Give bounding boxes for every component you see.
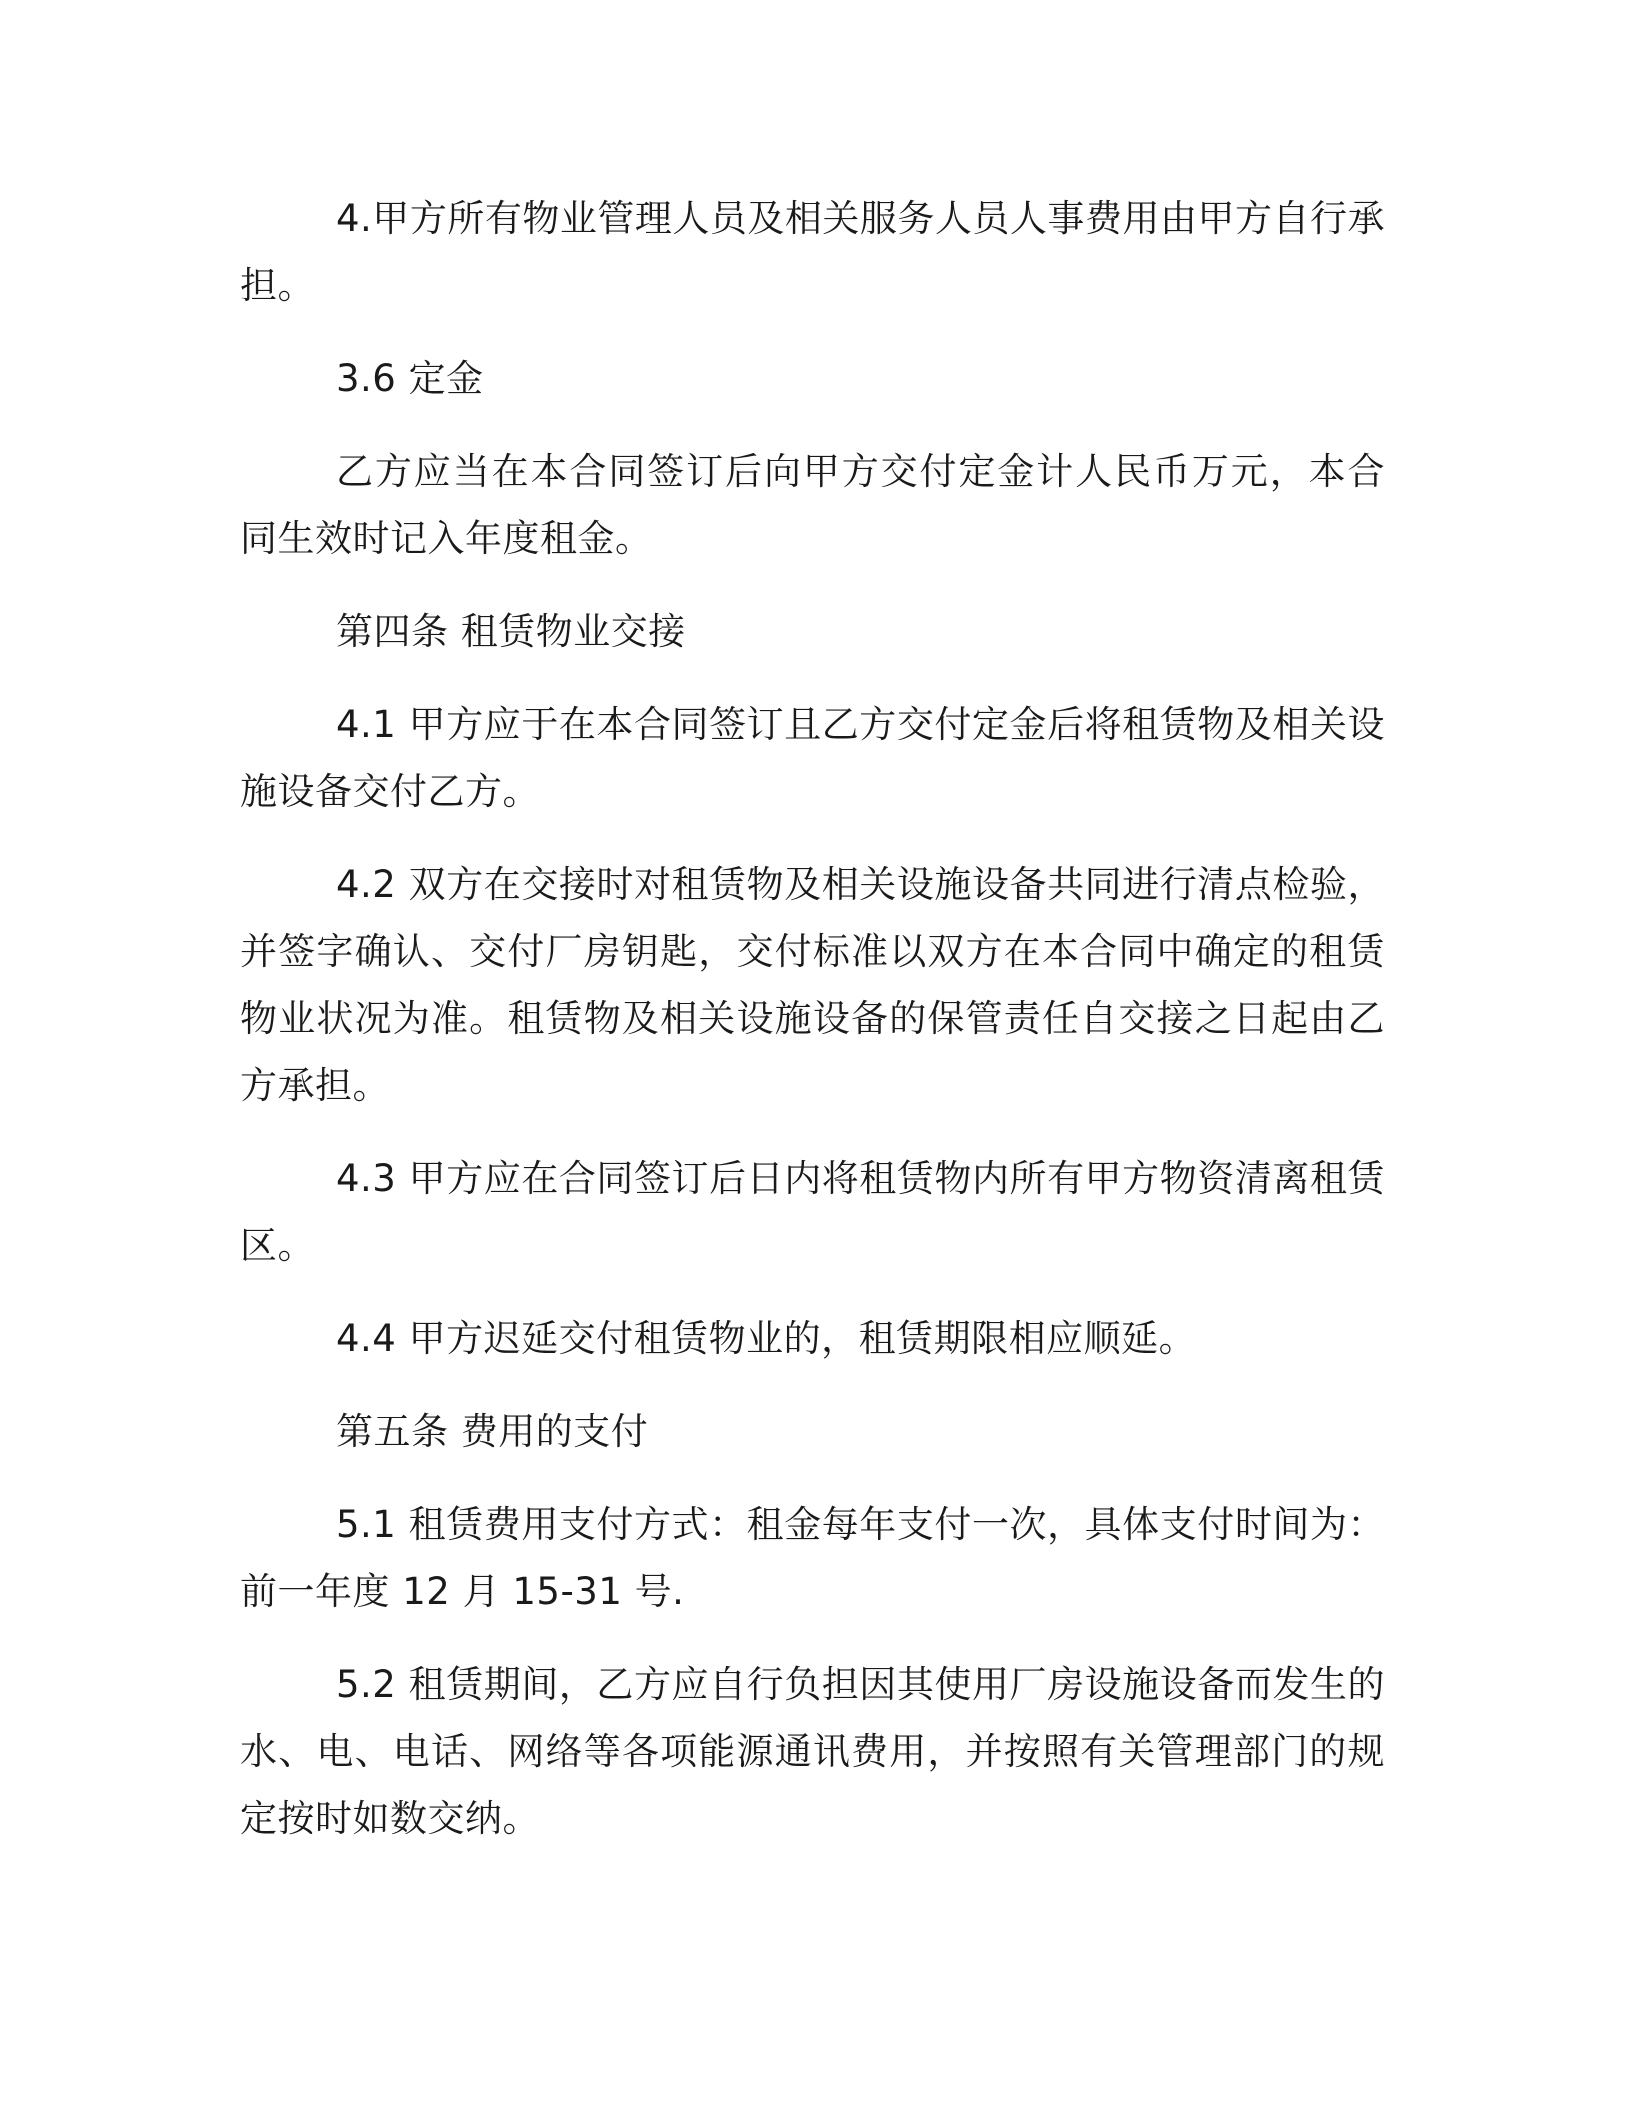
- paragraph-5-1: 5.1 租赁费用支付方式：租金每年支付一次，具体支付时间为：前一年度 12 月 15-31 号.: [240, 1503, 1385, 1613]
- paragraph-5-2: 5.2 租赁期间，乙方应自行负担因其使用厂房设施设备而发生的水、电、电话、网络等各项能源通讯费用，并按照有关管理部门的规定按时如数交纳。: [240, 1663, 1385, 1840]
- paragraph-4-4: 4.4 甲方迟延交付租赁物业的，租赁期限相应顺延。: [336, 1317, 1197, 1360]
- article-heading-handover: 第四条 租赁物业交接: [336, 610, 686, 653]
- section-heading-deposit: 3.6 定金: [336, 357, 484, 400]
- paragraph-4-1: 4.1 甲方应于在本合同签订且乙方交付定金后将租赁物及相关设施设备交付乙方。: [240, 703, 1385, 813]
- paragraph-4-3: 4.3 甲方应在合同签订后日内将租赁物内所有甲方物资清离租赁区。: [240, 1157, 1385, 1267]
- article-heading-payment: 第五条 费用的支付: [336, 1410, 649, 1453]
- paragraph-4-2: 4.2 双方在交接时对租赁物及相关设施设备共同进行清点检验，并签字确认、交付厂房钥匙，交付标准以双方在本合同中确定的租赁物业状况为准。租赁物及相关设施设备的保管责任自交接之日起由乙方承担。: [240, 863, 1385, 1107]
- document-body: [240, 185, 1385, 1878]
- paragraph-personnel-costs: 4.甲方所有物业管理人员及相关服务人员人事费用由甲方自行承担。: [240, 197, 1385, 307]
- paragraph-deposit: 乙方应当在本合同签订后向甲方交付定金计人民币万元，本合同生效时记入年度租金。: [240, 450, 1385, 560]
